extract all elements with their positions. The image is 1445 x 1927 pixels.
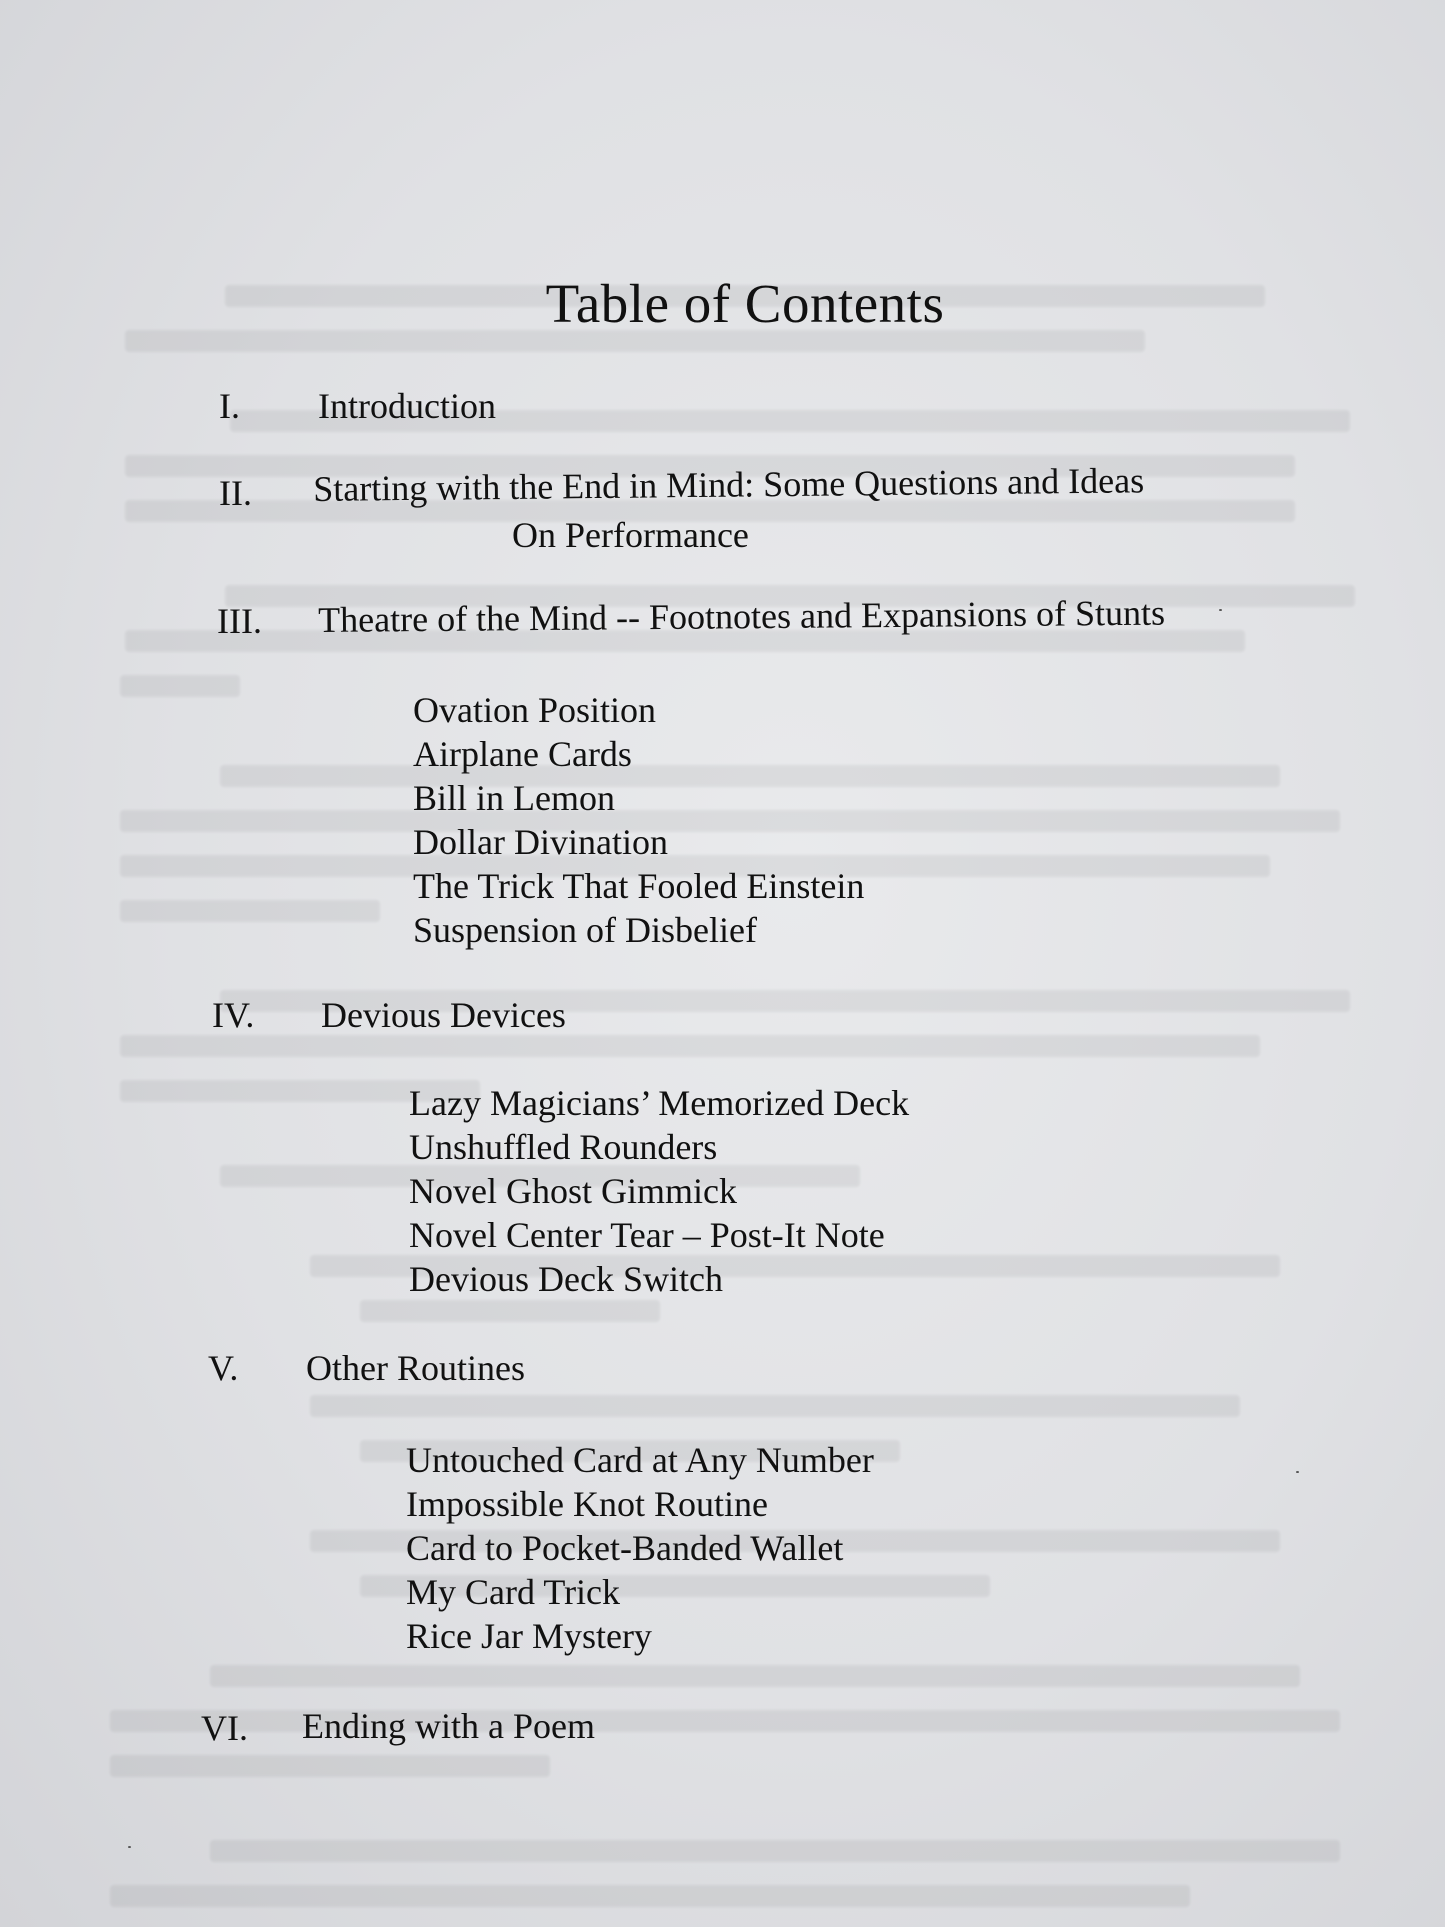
list-item: Untouched Card at Any Number [406,1440,874,1480]
section-items-devious [409,1081,909,1301]
section-title-ending-with-a-poem: Ending with a Poem [302,1706,595,1746]
paper-speck [1296,1471,1299,1473]
section-numeral: VI. [201,1708,248,1748]
paper-speck [128,1846,131,1848]
list-item: Lazy Magicians’ Memorized Deck [409,1083,910,1123]
list-item: Novel Center Tear – Post-It Note [409,1215,885,1255]
list-item: Ovation Position [413,690,657,730]
section-title-introduction: Introduction [318,386,496,426]
list-item: Airplane Cards [413,734,632,774]
section-numeral: IV. [212,995,255,1035]
section-title-continuation: On Performance [512,515,749,555]
list-item: Impossible Knot Routine [406,1484,768,1524]
list-item: Dollar Divination [413,822,668,862]
section-numeral: I. [219,386,240,426]
section-numeral: III. [217,601,262,641]
section-title-other-routines: Other Routines [306,1348,525,1388]
list-item: My Card Trick [406,1572,621,1612]
list-item: Bill in Lemon [413,778,615,818]
section-numeral: V. [208,1348,239,1388]
paper-speck [1219,609,1222,611]
list-item: Rice Jar Mystery [406,1616,652,1656]
page-title: Table of Contents [545,273,945,334]
list-item: Card to Pocket-Banded Wallet [406,1528,844,1568]
list-item: Unshuffled Rounders [409,1127,718,1167]
section-title-theatre-of-the-mind: Theatre of the Mind -- Footnotes and Expansions of Stunts [318,592,1166,640]
list-item: Devious Deck Switch [409,1259,723,1299]
section-numeral: II. [219,473,252,513]
section-items-routines [406,1438,874,1658]
section-title-starting-with-the-end: Starting with the End in Mind: Some Questions and Ideas [313,460,1145,509]
list-item: Novel Ghost Gimmick [409,1171,737,1211]
section-title-devious-devices: Devious Devices [321,995,566,1035]
list-item: The Trick That Fooled Einstein [413,866,865,906]
list-item: Suspension of Disbelief [413,910,757,950]
section-items-theatre [413,688,864,952]
